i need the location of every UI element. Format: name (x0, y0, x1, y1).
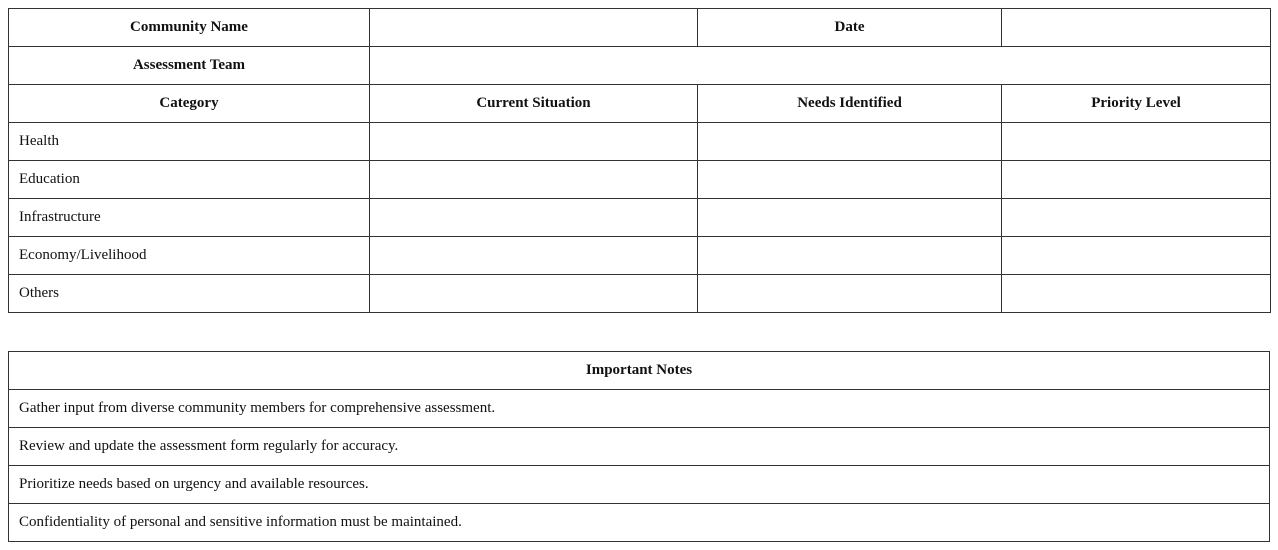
priority-level-cell[interactable] (1002, 161, 1271, 199)
assessment-form-table (8, 8, 1271, 313)
needs-identified-cell[interactable] (698, 275, 1002, 313)
table-row (9, 237, 1271, 275)
current-situation-cell[interactable] (370, 199, 698, 237)
date-label: Date (698, 9, 1002, 47)
category-cell: Infrastructure (9, 199, 370, 237)
column-header-row (9, 85, 1271, 123)
priority-level-cell[interactable] (1002, 123, 1271, 161)
current-situation-cell[interactable] (370, 161, 698, 199)
important-notes-table (8, 351, 1270, 542)
table-row (9, 199, 1271, 237)
table-row (9, 161, 1271, 199)
community-name-field[interactable] (370, 9, 698, 47)
assessment-team-field[interactable] (370, 47, 1271, 85)
priority-level-cell[interactable] (1002, 237, 1271, 275)
note-row (9, 390, 1270, 428)
table-row (9, 275, 1271, 313)
note-item: Prioritize needs based on urgency and available resources. (9, 466, 1270, 504)
column-header-category: Category (9, 85, 370, 123)
table-row (9, 123, 1271, 161)
notes-header-row (9, 352, 1270, 390)
note-row (9, 466, 1270, 504)
note-row (9, 428, 1270, 466)
current-situation-cell[interactable] (370, 275, 698, 313)
category-cell: Economy/Livelihood (9, 237, 370, 275)
date-field[interactable] (1002, 9, 1271, 47)
needs-identified-cell[interactable] (698, 161, 1002, 199)
note-item: Review and update the assessment form regularly for accuracy. (9, 428, 1270, 466)
column-header-current-situation: Current Situation (370, 85, 698, 123)
category-cell: Education (9, 161, 370, 199)
current-situation-cell[interactable] (370, 123, 698, 161)
category-cell: Others (9, 275, 370, 313)
priority-level-cell[interactable] (1002, 199, 1271, 237)
category-cell: Health (9, 123, 370, 161)
note-item: Confidentiality of personal and sensitive information must be maintained. (9, 504, 1270, 542)
current-situation-cell[interactable] (370, 237, 698, 275)
assessment-team-row (9, 47, 1271, 85)
needs-identified-cell[interactable] (698, 237, 1002, 275)
header-info-row (9, 9, 1271, 47)
notes-title: Important Notes (9, 352, 1270, 390)
note-item: Gather input from diverse community members for comprehensive assessment. (9, 390, 1270, 428)
priority-level-cell[interactable] (1002, 275, 1271, 313)
community-name-label: Community Name (9, 9, 370, 47)
needs-identified-cell[interactable] (698, 199, 1002, 237)
needs-identified-cell[interactable] (698, 123, 1002, 161)
note-row (9, 504, 1270, 542)
column-header-priority-level: Priority Level (1002, 85, 1271, 123)
assessment-team-label: Assessment Team (9, 47, 370, 85)
column-header-needs-identified: Needs Identified (698, 85, 1002, 123)
